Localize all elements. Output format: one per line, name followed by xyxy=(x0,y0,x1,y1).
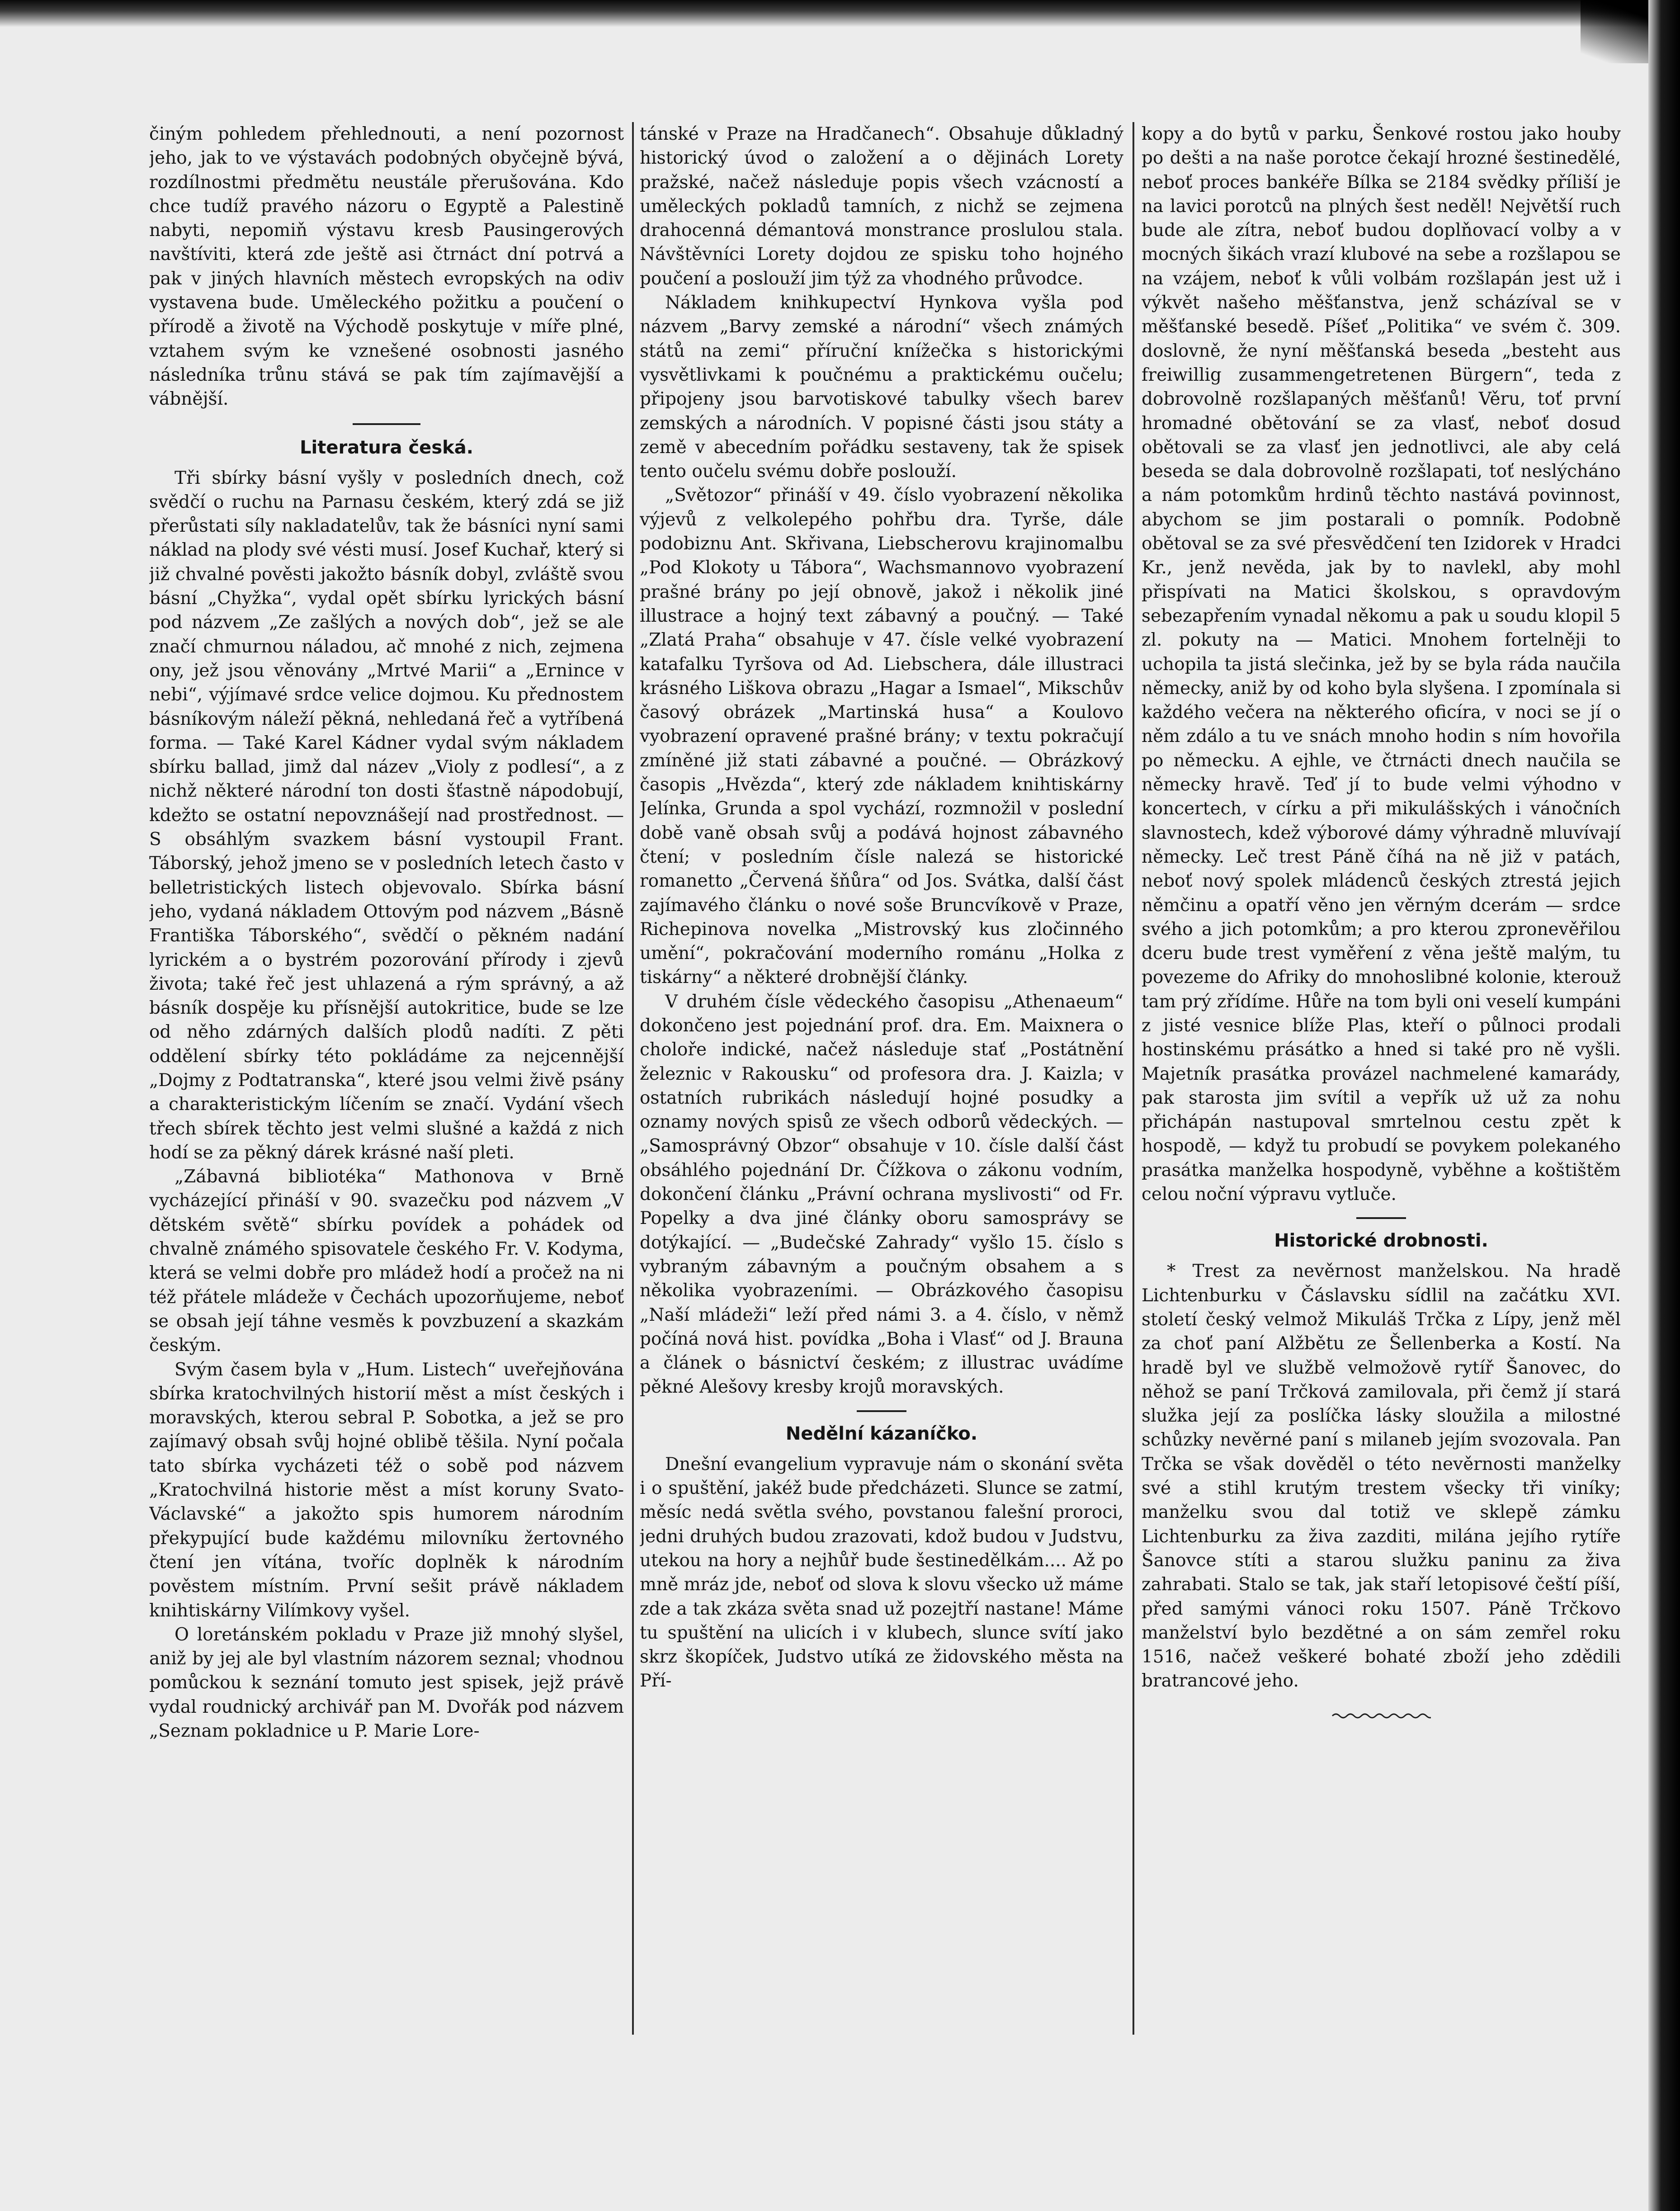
article-paragraph: Dnešní evangelium vypravuje nám o skonání světa i o spuštění, jakéž bude předcházeti. Slunce se zatmí, měsíc nedá světla svého, povstanou falešní proroci, jedni druhých budou zrazovati, kdož budou v Judstvu, utekou na hory a nejhůř bude šestinedělkám.... Až po mně mráz jde, neboť od slova k slovu všecko už máme zde a tak zkáza světa snad už pozejtří nastane! Máme tu spuštění na ulicích i v klubech, slunce svítí jako skrz škopíček, Judstvo utíká ze židovského města na Pří- xyxy=(640,1454,1123,1691)
article-paragraph: „Světozor“ přináší v 49. číslo vyobrazení několika výjevů z velkolepého pohřbu dra. Tyrše, dále podobiznu Ant. Skřivana, Liebscherovu krajinomalbu „Pod Klokoty u Tábora“, Wachsmannovo vyobrazení prašné brány po její obnově, jakož i několik jiné illustrace a hojný text zábavný a poučný. — Také „Zlatá Praha“ obsahuje v 47. čísle velké vyobrazení katafalku Tyršova od Ad. Liebschera, dále illustraci krásného Liškova obrazu „Hagar a Ismael“, Mikschův časový obrázek „Martinská husa“ a Koulovo vyobrazení opravené prašné brány; v textu pokračují zmíněné již stati zábavné a poučné. — Obrázkový časopis „Hvězda“, který zde nákladem knihtiskárny Jelínka, Grunda a spol vychází, rozmnožil v poslední době vaně obsah svůj a podává hojnost zábavného čtení; v posledním čísle nalezá se historické romanetto „Červená šňůra“ od Jos. Svátka, další část zajímavého článku o nové soše Bruncvíkově v Praze, Richepinova novelka „Mistrovský kus zločinného umění“, pokračování moderního románu „Holka z tiskárny“ a některé drobnější články. xyxy=(640,485,1123,988)
end-ornament-squiggle xyxy=(1331,1711,1431,1720)
article-paragraph: „Zábavná bibliotéka“ Mathonova v Brně vycházející přináší v 90. svazečku pod názvem „V dětském světě“ sbírku povídek a pohádek od chvalně známého spisovatele českého Fr. V. Kodyma, která se velmi dobře pro mládež hodí a pročež na ni též přátele mládeže v Čechách upozorňujeme, neboť se obsah její táhne vesměs k povzbuzení a skazkám českým. xyxy=(149,1167,624,1356)
column-3 xyxy=(1142,122,1621,2026)
article-paragraph: O loretánském pokladu v Praze již mnohý slyšel, aniž by jej ale byl vlastním názorem seznal; vhodnou pomůckou k seznání tomuto jest spisek, jejž právě vydal roudnický archivář pan M. Dvořák pod názvem „Seznam pokladnice u P. Marie Lore- xyxy=(149,1624,624,1741)
article-paragraph: tánské v Praze na Hradčanech“. Obsahuje důkladný historický úvod o založení a o dějinách Lorety pražské, načež následuje popis všech vzácností a uměleckých pokladů tamních, z nichž se zejmena drahocenná démantová monstrance proslulou stala. Návštěvníci Lorety dojdou ze spisku toho hojného poučení a poslouží jim týž za vhodného průvodce. xyxy=(640,124,1123,289)
article-paragraph: činým pohledem přehlednouti, a není pozornost jeho, jak to ve výstavách podobných obyčejně bývá, rozdílnostmi předmětu neustále přerušována. Kdo chce tudíž pravého názoru o Egyptě a Palestině nabyti, nepomiň výstavu kresb Pausingerových navštíviti, která zde ještě asi čtrnáct dní potrvá a pak v jiných hlavních městech evropských na odiv vystavena bude. Uměleckého požitku a poučení o přírodě a životě na Východě poskytuje v míře plné, vztahem svým ke vznešené osobnosti jasného následníka trůnu stává se pak tím zajímavější a vábnější. xyxy=(149,124,624,410)
article-paragraph: Tři sbírky básní vyšly v posledních dnech, což svědčí o ruchu na Parnasu českém, který zdá se již přerůstati síly nakladatelův, tak že básníci nyní sami náklad na plody své vésti musí. Josef Kuchař, který si již chvalné pověsti jakožto básník dobyl, zvláště svou básní „Chyžka“, vydal opět sbírku lyrických básní pod názvem „Ze zašlých a nových dob“, jež se ale značí chmurnou náladou, ač mnohé z nich, zejmena ony, jež jsou věnovány „Mrtvé Marii“ a „Ernince v nebi“, výjímavé srdce velice dojmou. Ku přednostem básníkovým náleží pěkná, nehledaná řeč a vytříbená forma. — Také Karel Kádner vydal svým nákladem sbírku ballad, jimž dal název „Violy z podlesí“, a z nichž některé národní ton dosti šťastně nápodobují, kdežto se ostatní nepovznášejí nad prostřednost. — S obsáhlým svazkem básní vystoupil Frant. Táborský, jehož jmeno se v posledních letech často v belletristických listech objevovalo. Sbírka básní jeho, vydaná nákladem Ottovým pod názvem „Básně Františka Táborského“, svědčí o pěkném nadání lyrickém a o bystrém pozorování přírody i zjevů života; také řeč jest uhlazená a rým správný, a až básník dospěje ku přísnější autokritice, bude se lze od něho zdárných dalších plodů nadíti. Z pěti oddělení sbírky této pokládáme za nejcennější „Dojmy z Podtatranska“, které jsou velmi živě psány a charakteristickým líčením se značí. Vydání všech třech sbírek těchto jest velmi slušné a každá z nich hodí se za pěkný dárek krásné naší pleti. xyxy=(149,468,624,1163)
article-paragraph: Svým časem byla v „Hum. Listech“ uveřejňována sbírka kratochvilných historií měst a míst českých i moravských, kterou sebral P. Sobotka, a jež se pro zajímavý obsah svůj hojné oblibě těšila. Nyní počala tato sbírka vycházeti též o sobě pod názvem „Kratochvilná historie měst a míst koruny Svato-Václavské“ a jakožto spis humorem národním překypující bude každému milovníku žertovného čtení jen vítána, tvoříc doplněk k národním pověstem místním. První sešit právě nákladem knihtiskárny Vilímkovy vyšel. xyxy=(149,1359,624,1621)
article-paragraph: * Trest za nevěrnost manželskou. Na hradě Lichtenburku v Čáslavsku sídlil na začátku XVI. století český velmož Mikuláš Trčka z Lípy, jenž měl za choť paní Alžbětu ze Šellenberka a Kostí. Na hradě byl ve službě velmožově rytíř Šanovec, do něhož se paní Trčková zamilovala, při čemž jí stará služka její za poslíčka lásky sloužila a milostné schůzky nevěrné paní s milaneb jejím svozovala. Pan Trčka se však dověděl o této nevěrnosti manželky své a stihl krutým trestem všecky tři viníky; manželku svou dal totiž ve sklepě zámku Lichtenburku za živa zazditi, milána jejího rytíře Šanovce stíti a starou služku paninu za živa zahrabati. Stalo se tak, jak staří letopisové čeští píší, před samými vánoci roku 1507. Páně Trčkovo manželství bylo bezdětné a on sám zemřel roku 1516, načež veškeré bohaté zboží jeho zdědili bratrancové jeho. xyxy=(1142,1261,1621,1691)
section-separator xyxy=(353,423,420,425)
article-paragraph: kopy a do bytů v parku, Šenkové rostou jako houby po dešti a na naše porotce čekají hrozné šestinedělé, neboť proces bankéře Bílka se 2184 svědky příliší je na lavici porotců na plných šest neděl! Největší ruch bude ale zítra, neboť budou doplňovací volby a v mocných šikách vrazí klubové na sebe a rozšlapou se na vzájem, neboť k vůli volbám rozšlapán jest už i výkvět našeho měšťanstva, jenž scházíval se v měšťanské besedě. Píšeť „Politika“ ve svém č. 309. doslovně, že nyní měšťanská beseda „besteht aus freiwillig zusammengetretenen Bürgern“, teda z dobrovolně rozšlapaných měšťanů! Věru, toť první hromadné obětování se za vlasť, neboť dosud obětovali se za vlasť jen jednotlivci, ale aby celá beseda se dala dobrovolně rozšlapati, toť neslýcháno a nám potomkům hrdinů těchto nastává povinnost, abychom se jim postarali o pomník. Podobně obětoval se za své přesvědčení ten Izidorek v Hradci Kr., jenž nevěda, jak by to navlekl, aby mohl přispívati na Matici školskou, s opravdovým sebezapřením vynadal někomu a pak u soudu klopil 5 zl. pokuty na — Matici. Mnohem fortelněji to uchopila ta jistá slečinka, jež by se byla ráda naučila německy, aniž by od koho byla slyšena. I zpomínala si každého večera na některého oficíra, v noci se jí o něm zdálo a tu ve snách mnoho hodin s ním hovořila po německu. A ejhle, ve čtrnácti dnech naučila se německy hravě. Teď jí to bude velmi výhodno v koncertech, v círku a při mikulášských i vánočních slavnostech, kdež výborové dámy výhradně mluvívají německy. Leč trest Páně číhá na ně již v patách, neboť nový spolek mládenců českých ztrestá jejich němčinu a opatří věno jen věrným dcerám — srdce svého a jich potomkům; a pro kterou zpronevěřilou dceru bude trest vyměření z věna ještě malým, tu povezeme do Afriky do mnohoslibné kolonie, kterouž tam prý zřídíme. Hůře na tom byli oni veselí kumpáni z jisté vesnice blíže Plas, kteří o půlnoci prodali hostinskému prásátko a hned si také pro ně vyšli. Majetník prasátka provázel nachmelené kamarády, pak starosta jim svítil a vepřík už už za nohu přichápán nastupoval smrtelnou cestu zpět k hospodě, — když tu probudí se povykem polekaného prasátka manželka hospodyně, vyběhne a koštištěm celou noční výpravu vytluče. xyxy=(1142,124,1621,1205)
section-separator xyxy=(1356,1217,1406,1219)
section-heading-literatura: Literatura česká. xyxy=(300,437,473,458)
scan-top-edge xyxy=(0,0,1680,27)
section-heading-kazanicko: Nedělní kázaníčko. xyxy=(785,1423,978,1444)
article-paragraph: V druhém čísle vědeckého časopisu „Athenaeum“ dokončeno jest pojednání prof. dra. Em. Maixnera o choloře indické, načež následuje stať „Postátnění železnic v Rakousku“ od profesora dra. J. Kaizla; v ostatních rubrikách následují hojné posudky a oznamy nových spisů ze všech odborů vědeckých. — „Samosprávný Obzor“ obsahuje v 10. čísle další část obsáhlého pojednání Dr. Čížkova o zákonu vodním, dokončení článku „Právní ochrana myslivosti“ od Fr. Popelky a dva jiné články oboru samosprávy se dotýkající. — „Budečské Zahrady“ vyšlo 15. číslo s vybraným zábavným a poučným obsahem a s několika vyobrazeními. — Obrázkového časopisu „Naší mládeži“ leží před námi 3. a 4. číslo, v němž počíná nová hist. povídka „Boha i Vlasť“ od J. Brauna a článek o básnictví českém; z illustrac uvádíme pěkné Alešovy kresby krojů moravských. xyxy=(640,991,1123,1398)
article-paragraph: Nákladem knihkupectví Hynkova vyšla pod názvem „Barvy zemské a národní“ všech známých států na zemi“ příruční knížečka s historickými vysvětlivkami k poučnému a praktickému oučelu; připojeny jsou barvotiskové tabulky všech barev zemských a národních. V popisné části jsou státy a země v abecedním pořádku sestaveny, tak že spisek tento oučelu svému dobře poslouží. xyxy=(640,293,1123,482)
section-heading-historicke: Historické drobnosti. xyxy=(1274,1230,1488,1252)
column-1 xyxy=(149,122,624,2026)
column-rule-1 xyxy=(632,122,634,2035)
section-separator xyxy=(857,1410,906,1412)
column-rule-2 xyxy=(1133,122,1134,2035)
column-2 xyxy=(640,122,1123,2026)
scan-right-edge xyxy=(1648,0,1680,2211)
